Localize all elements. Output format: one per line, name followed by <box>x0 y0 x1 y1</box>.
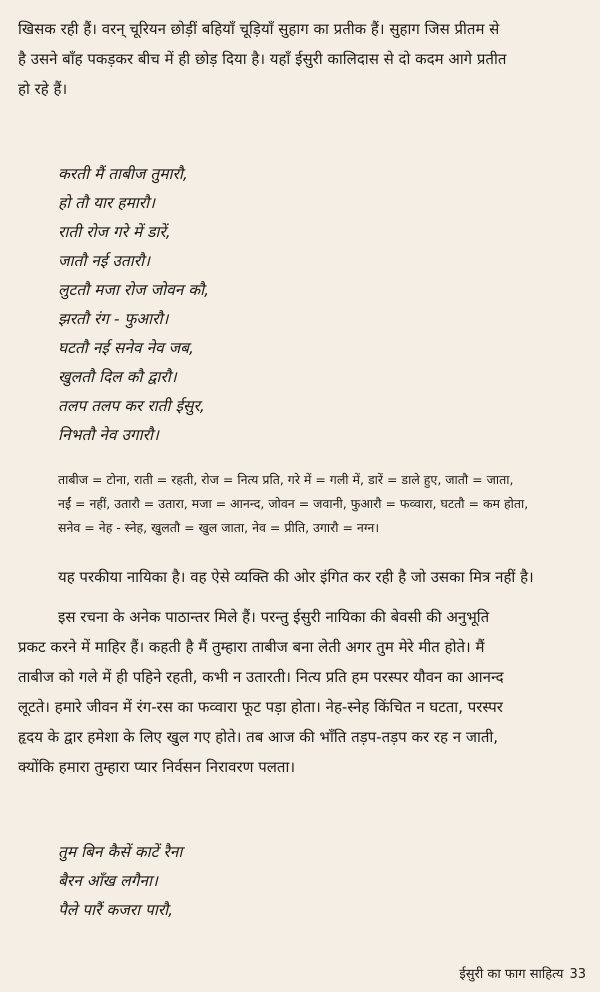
verse-line: तलप तलप कर राती ईसुर, <box>58 397 205 415</box>
page-footer <box>453 964 586 982</box>
remark-paragraph <box>58 562 590 592</box>
text-line: हृदय के द्वार हमेशा के लिए खुल गए होते। तब आज की भाँति तड़प-तड़प कर रह न जाती, <box>18 728 499 746</box>
text-line: प्रकट करने में माहिर हैं। कहती है मैं तुम्हारा ताबीज बना लेती अगर तुम मेरे मीत होते। मैं <box>18 638 485 656</box>
verse-block-2 <box>58 838 578 925</box>
text-line: इस रचना के अनेक पाठान्तर मिले हैं। परन्तु ईसुरी नायिका की बेवसी की अनुभूति <box>58 608 490 626</box>
book-title: ईसुरी का फाग साहित्य <box>459 967 564 982</box>
text-line: लूटते। हमारे जीवन में रंग-रस का फव्वारा फूट पड़ा होता। नेह-स्नेह किंचित न घटता, परस्पर <box>18 698 503 716</box>
text-line: खिसक रही हैं। वरन् चूरियन छोड़ीं बहियाँ चूड़ियाँ सुहाग का प्रतीक हैं। सुहाग जिस प्रीतम से <box>18 20 500 38</box>
text-line: है उसने बाँह पकड़कर बीच में ही छोड़ दिया है। यहाँ ईसुरी कालिदास से दो कदम आगे प्रतीत <box>18 50 507 68</box>
verse-block-1 <box>58 160 578 450</box>
verse-line: झरतौ रंग - फुआरौ। <box>58 310 169 328</box>
text-line: ताबीज को गले में ही पहिने रहती, कभी न उतारती। नित्य प्रति हम परस्पर यौवन का आनन्द <box>18 668 504 686</box>
text-line: क्योंकि हमारा तुम्हारा प्यार निर्वसन निरावरण पलता। <box>18 758 296 776</box>
verse-line: पैले पारैं कजरा पारौ, <box>58 901 174 919</box>
verse-line: तुम बिन कैसें काटें रैना <box>58 843 183 861</box>
verse-line: हो तौ यार हमारौ। <box>58 194 155 212</box>
glossary-block <box>58 468 590 540</box>
text-line: हो रहे हैं। <box>18 80 68 98</box>
verse-line: घटतौ नई सनेव नेव जब, <box>58 339 194 357</box>
page-number: 33 <box>569 967 586 982</box>
verse-line: बैरन आँख लगैना। <box>58 872 158 890</box>
verse-line: खुलतौ दिल कौ द्वारौ। <box>58 368 177 386</box>
commentary-paragraph <box>18 602 590 782</box>
verse-line: करती मैं ताबीज तुमारौ, <box>58 165 188 183</box>
glossary-line: नईं = नहीं, उतारौ = उतारा, मजा = आनन्द, जोवन = जवानी, फुआरौ = फव्वारा, घटतौ = कम होता, <box>58 496 529 511</box>
text-line: यह परकीया नायिका है। वह ऐसे व्यक्ति की ओर इंगित कर रही है जो उसका मित्र नहीं है। <box>58 568 534 586</box>
glossary-line: सनेव = नेह - स्नेह, खुलतौ = खुल जाता, नेव = प्रीति, उगारौ = नग्न। <box>58 520 380 535</box>
glossary-line: ताबीज = टोना, राती = रहती, रोज = नित्य प्रति, गरे में = गली में, डारें = डाले हुए, जातौ = जाता, <box>58 472 514 487</box>
verse-line: जातौ नई उतारौ। <box>58 252 151 270</box>
verse-line: राती रोज गरे में डारें, <box>58 223 171 241</box>
verse-line: लुटतौ मजा रोज जोवन कौ, <box>58 281 210 299</box>
verse-line: निभतौ नेव उगारौ। <box>58 426 159 444</box>
intro-paragraph <box>18 14 590 104</box>
